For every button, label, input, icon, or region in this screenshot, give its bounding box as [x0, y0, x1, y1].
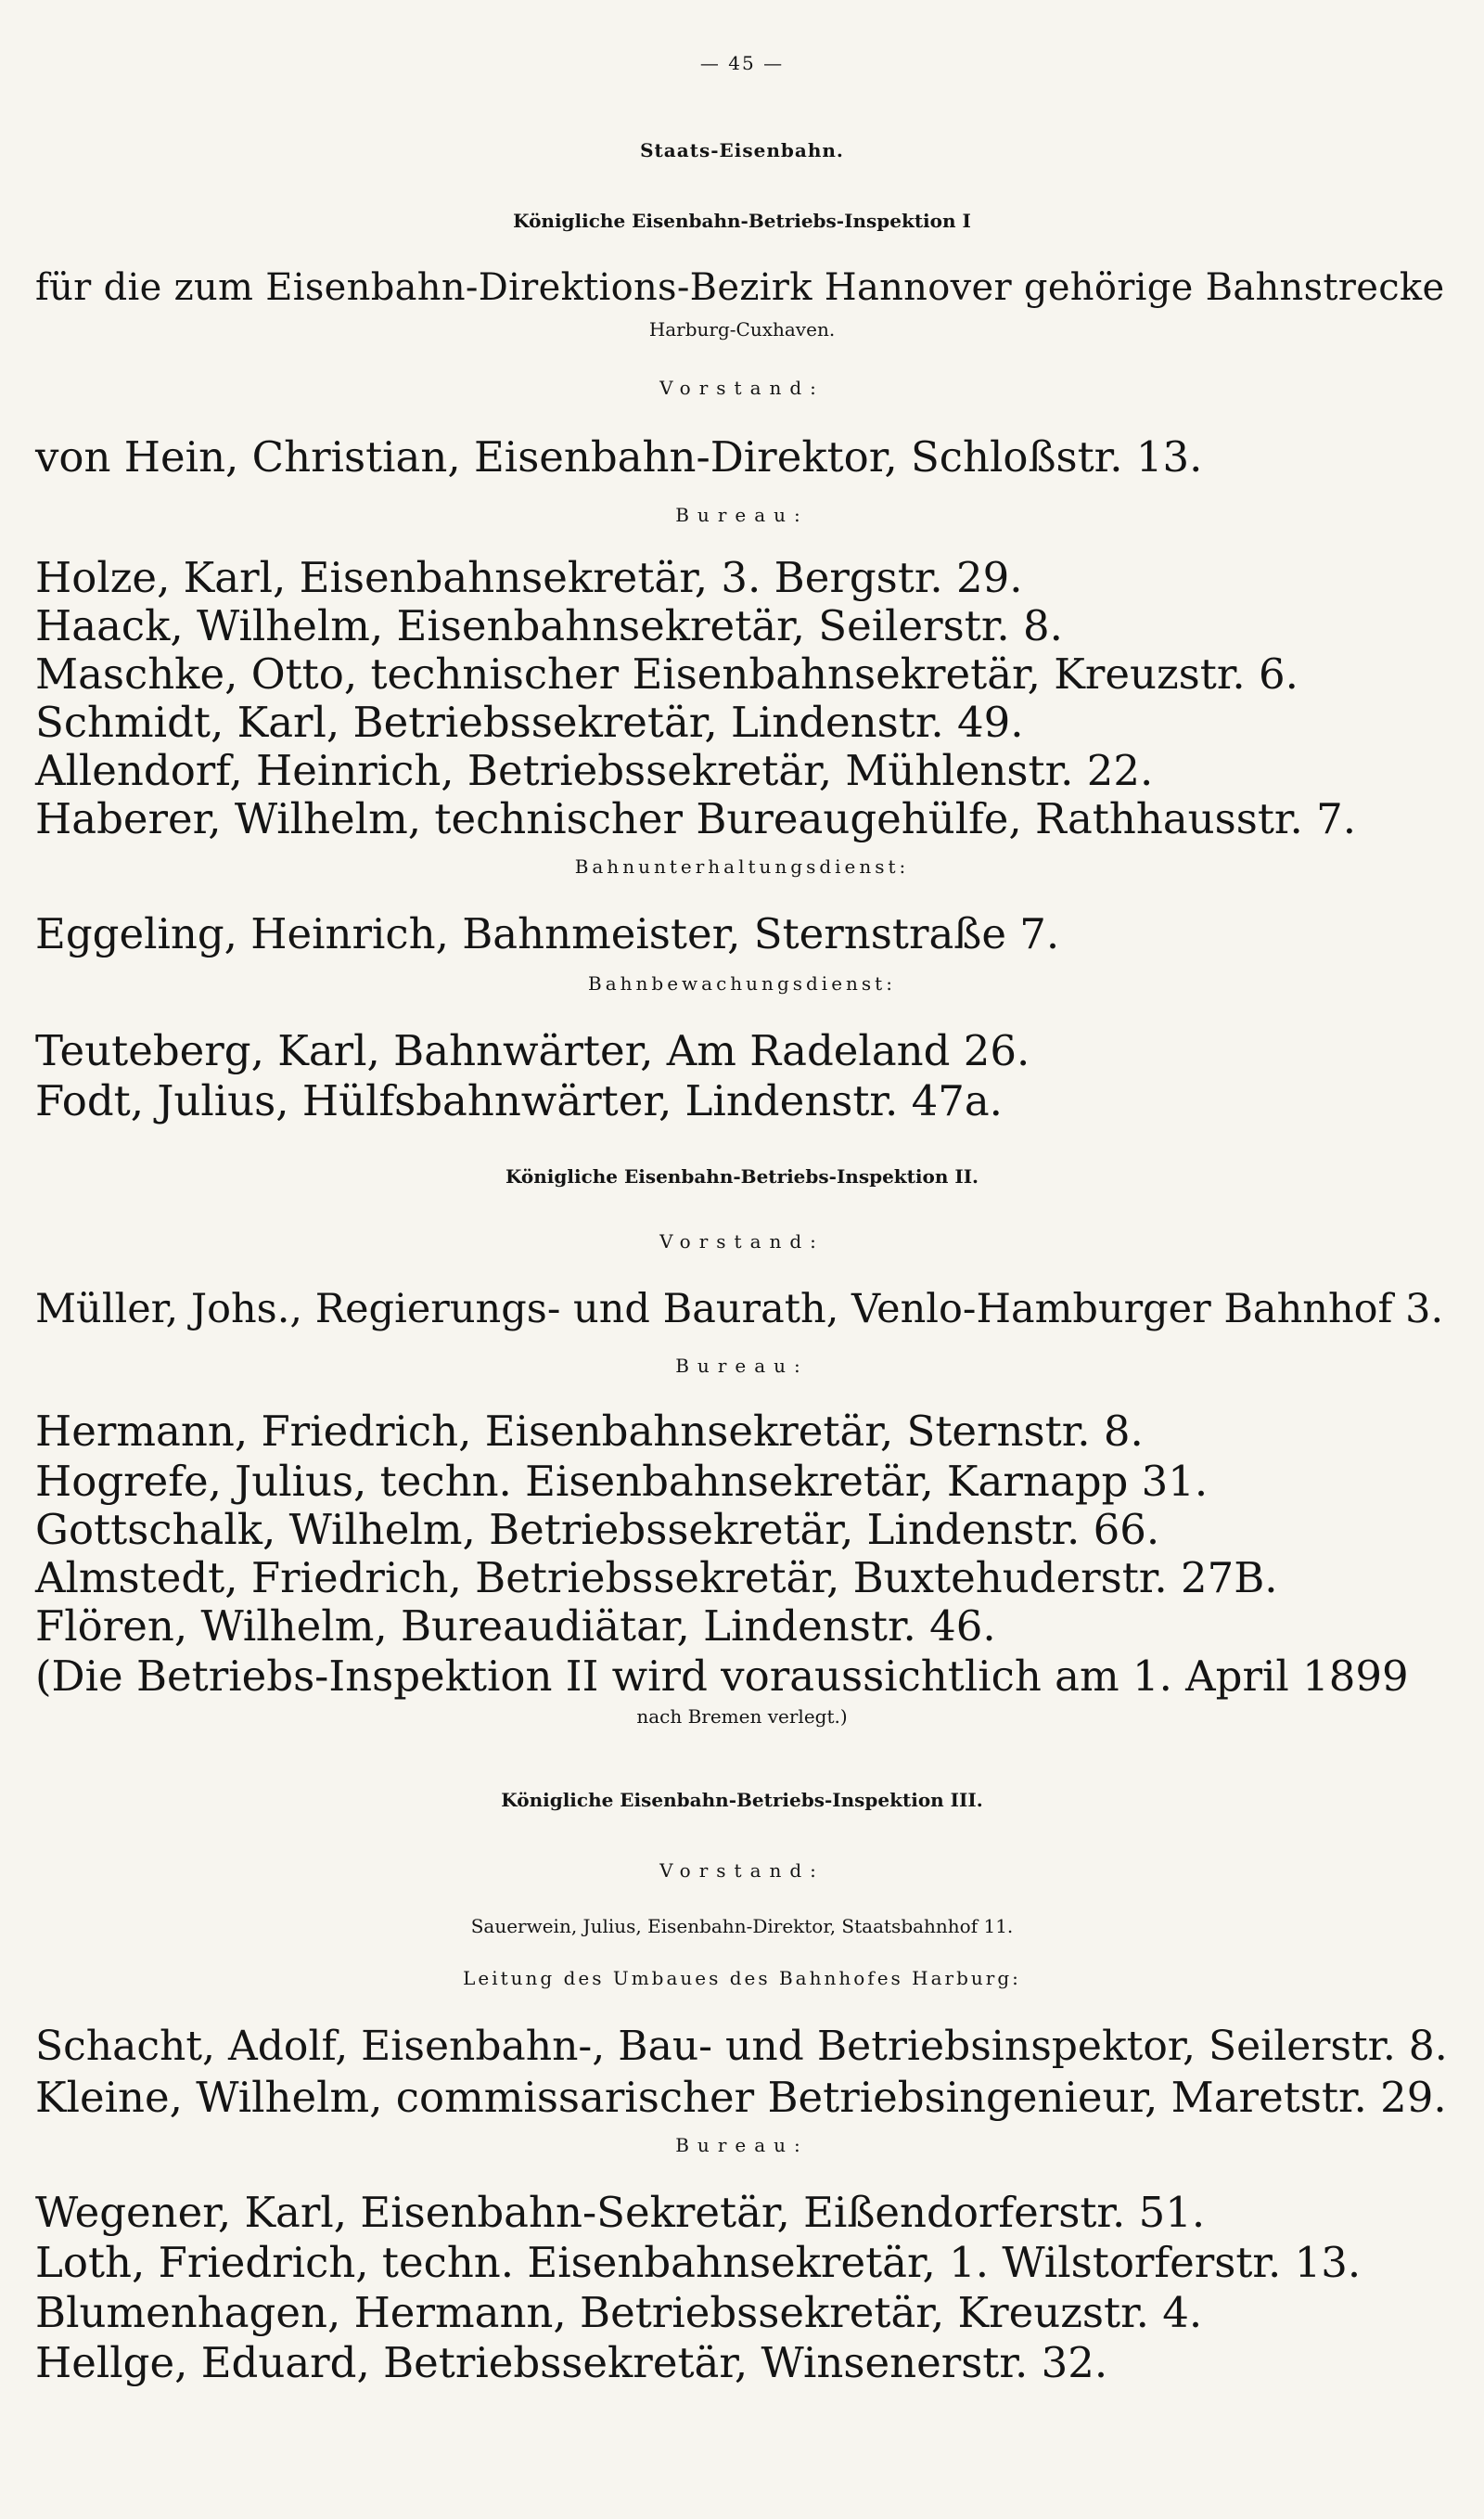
section-heading-inspektion-2: Königliche Eisenbahn-Betriebs-Inspektion II. — [505, 1165, 979, 1188]
list-item: Sauerwein, Julius, Eisenbahn-Direktor, Staatsbahnhof 11. — [470, 1915, 1014, 1937]
list-item: Almstedt, Friedrich, Betriebssekretär, Buxtehuderstr. 27B. — [35, 1553, 1278, 1602]
list-item: Müller, Johs., Regierungs- und Baurath, Venlo-Hamburger Bahnhof 3. — [35, 1286, 1444, 1332]
bahnunterhaltung-heading: Bahnunterhaltungsdienst: — [574, 855, 910, 878]
list-item: Wegener, Karl, Eisenbahn-Sekretär, Eißendorferstr. 51. — [35, 2188, 1206, 2237]
section-heading-inspektion-3: Königliche Eisenbahn-Betriebs-Inspektion III. — [501, 1789, 983, 1811]
list-item: Schmidt, Karl, Betriebssekretär, Lindenstr. 49. — [35, 698, 1024, 747]
bahnbewachung-heading: Bahnbewachungsdienst: — [588, 972, 896, 995]
list-item: Haack, Wilhelm, Eisenbahnsekretär, Seilerstr. 8. — [35, 601, 1063, 650]
list-item: Eggeling, Heinrich, Bahnmeister, Sternstraße 7. — [35, 909, 1060, 958]
list-item: Hogrefe, Julius, techn. Eisenbahnsekretär, Karnapp 31. — [35, 1457, 1209, 1506]
list-item: Teuteberg, Karl, Bahnwärter, Am Radeland 26. — [35, 1026, 1030, 1075]
vorstand-heading: Vorstand: — [659, 1859, 825, 1882]
list-item: Flören, Wilhelm, Bureaudiätar, Lindenstr. 46. — [35, 1601, 996, 1651]
list-item: Allendorf, Heinrich, Betriebssekretär, Mühlenstr. 22. — [35, 746, 1154, 795]
list-item: Gottschalk, Wilhelm, Betriebssekretär, Lindenstr. 66. — [35, 1505, 1160, 1554]
page-number: — 45 — — [699, 52, 785, 74]
list-item: Hermann, Friedrich, Eisenbahnsekretär, Sternstr. 8. — [35, 1407, 1144, 1456]
list-item: Maschke, Otto, technischer Eisenbahnsekretär, Kreuzstr. 6. — [35, 649, 1298, 699]
list-item: von Hein, Christian, Eisenbahn-Direktor, Schloßstr. 13. — [35, 432, 1203, 482]
list-item: Hellge, Eduard, Betriebssekretär, Winsenerstr. 32. — [35, 2338, 1108, 2387]
list-item: Blumenhagen, Hermann, Betriebssekretär, Kreuzstr. 4. — [35, 2288, 1203, 2337]
bureau-heading: Bureau: — [675, 504, 809, 526]
list-item: Fodt, Julius, Hülfsbahnwärter, Lindenstr. 47a. — [35, 1076, 1003, 1125]
list-item: Schacht, Adolf, Eisenbahn-, Bau- und Betriebsinspektor, Seilerstr. 8. — [35, 2023, 1448, 2070]
page-title: Staats-Eisenbahn. — [640, 139, 844, 161]
list-item: Kleine, Wilhelm, commissarischer Betriebsingenieur, Maretstr. 29. — [35, 2073, 1447, 2122]
intro-line: Harburg-Cuxhaven. — [648, 318, 836, 341]
note-line: (Die Betriebs-Inspektion II wird voraussichtlich am 1. April 1899 — [35, 1651, 1409, 1701]
intro-line: für die zum Eisenbahn-Direktions-Bezirk Hannover gehörige Bahnstrecke — [35, 266, 1445, 309]
note-line: nach Bremen verlegt.) — [636, 1705, 848, 1728]
bureau-heading: Bureau: — [675, 1355, 809, 1377]
list-item: Holze, Karl, Eisenbahnsekretär, 3. Bergstr. 29. — [35, 553, 1023, 602]
bureau-heading: Bureau: — [675, 2134, 809, 2156]
list-item: Loth, Friedrich, techn. Eisenbahnsekretär, 1. Wilstorferstr. 13. — [35, 2238, 1362, 2287]
vorstand-heading: Vorstand: — [659, 377, 825, 399]
section-heading-inspektion-1: Königliche Eisenbahn-Betriebs-Inspektion I — [513, 210, 971, 232]
leitung-heading: Leitung des Umbaues des Bahnhofes Harburg: — [463, 1967, 1021, 1989]
list-item: Haberer, Wilhelm, technischer Bureaugehülfe, Rathhausstr. 7. — [35, 794, 1357, 843]
vorstand-heading: Vorstand: — [659, 1230, 825, 1253]
